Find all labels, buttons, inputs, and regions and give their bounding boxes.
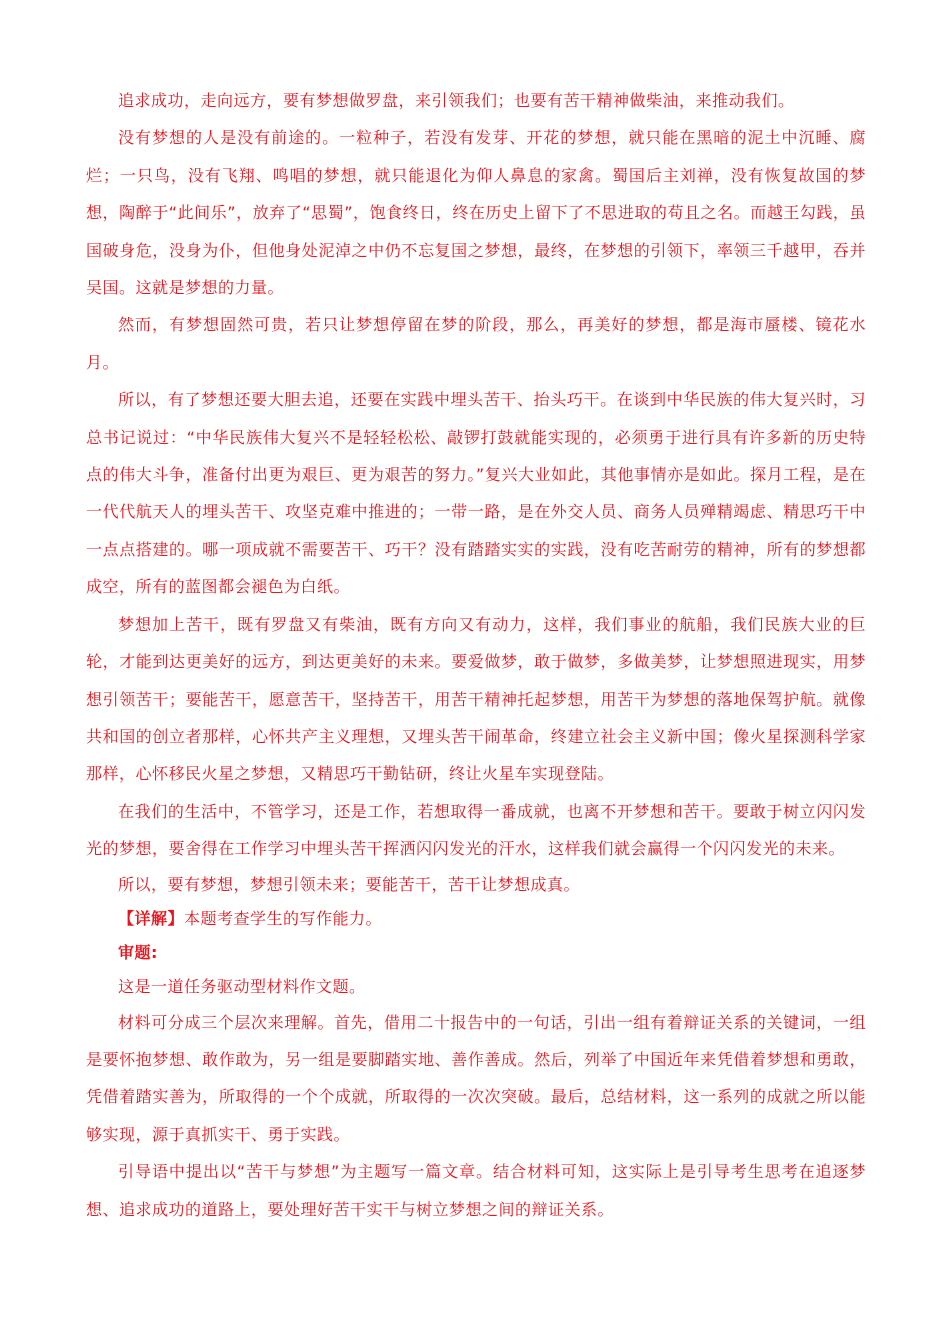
essay-paragraph-6: 在我们的生活中，不管学习，还是工作，若想取得一番成就，也离不开梦想和苦干。要敢于树立闪闪发光的梦想，要舍得在工作学习中埋头苦干挥洒闪闪发光的汗水，这样我们就会赢得一个闪闪发光的未来。 [86, 801, 866, 859]
review-heading: 审题: [118, 942, 158, 962]
essay-paragraph-4: 所以，有了梦想还要大胆去追，还要在实践中埋头苦干、抬头巧干。在谈到中华民族的伟大复兴时，习总书记说过：“中华民族伟大复兴不是轻轻松松、敲锣打鼓就能实现的，必须勇于进行具有许多新的历史特点的伟大斗争，准备付出更为艰巨、更为艰苦的努力。”复兴大业如此，其他事情亦是如此。探月工程，是在一代代航天人的埋头苦干、攻坚克难中推进的；一带一路，是在外交人员、商务人员殚精竭虑、精思巧干中一点点搭建的。哪一项成就不需要苦干、巧干？没有踏踏实实的实践，没有吃苦耐劳的精神，所有的梦想都成空，所有的蓝图都会褪色为白纸。 [86, 390, 866, 597]
essay-paragraph-2: 没有梦想的人是没有前途的。一粒种子，若没有发芽、开花的梦想，就只能在黑暗的泥土中沉睡、腐烂；一只鸟，没有飞翔、鸣唱的梦想，就只能退化为仰人鼻息的家禽。蜀国后主刘禅，没有恢复故国的梦想，陶醉于“此间乐”，放弃了“思蜀”，饱食终日，终在历史上留下了不思进取的苟且之名。而越王勾践，虽国破身危，没身为仆，但他身处泥淖之中仍不忘复国之梦想，最终，在梦想的引领下，率领三千越甲，吞并吴国。这就是梦想的力量。 [86, 128, 866, 298]
analysis-paragraph-1: 这是一道任务驱动型材料作文题。 [118, 976, 366, 996]
detail-text: 本题考查学生的写作能力。 [184, 908, 383, 928]
essay-paragraph-1: 追求成功，走向远方，要有梦想做罗盘，来引领我们；也要有苦干精神做柴油，来推动我们。 [118, 91, 795, 110]
detail-label: 【详解】 [118, 908, 185, 928]
essay-paragraph-5: 梦想加上苦干，既有罗盘又有柴油，既有方向又有动力，这样，我们事业的航船，我们民族大业的巨轮，才能到达更美好的远方，到达更美好的未来。要爱做梦，敢于做梦，多做美梦，让梦想照进现实，用梦想引领苦干；要能苦干，愿意苦干，坚持苦干，用苦干精神托起梦想，用苦干为梦想的落地保驾护航。就像共和国的创立者那样，心怀共产主义理想，又埋头苦干闹革命，终建立社会主义新中国；像火星探测科学家那样，心怀移民火星之梦想，又精思巧干勤钻研，终让火星车实现登陆。 [86, 614, 866, 784]
analysis-paragraph-2: 材料可分成三个层次来理解。首先，借用二十报告中的一句话，引出一组有着辩证关系的关键词，一组是要怀抱梦想、敢作敢为，另一组是要脚踏实地、善作善成。然后，列举了中国近年来凭借着梦想和勇敢，凭借着踏实善为，所取得的一个个成就，所取得的一次次突破。最后，总结材料，这一系列的成就之所以能够实现，源于真抓实干、勇于实践。 [86, 1012, 866, 1144]
detail-line [86, 902, 866, 936]
essay-paragraph-7: 所以，要有梦想，梦想引领未来；要能苦干，苦干让梦想成真。 [118, 874, 581, 894]
analysis-paragraph-3: 引导语中提出以“苦干与梦想”为主题写一篇文章。结合材料可知，这实际上是引导考生思考在追逐梦想、追求成功的道路上，要处理好苦干实干与树立梦想之间的辩证关系。 [86, 1162, 866, 1219]
document-page [86, 82, 866, 1228]
essay-paragraph-3: 然而，有梦想固然可贵，若只让梦想停留在梦的阶段，那么，再美好的梦想，都是海市蜃楼、镜花水月。 [86, 315, 866, 372]
